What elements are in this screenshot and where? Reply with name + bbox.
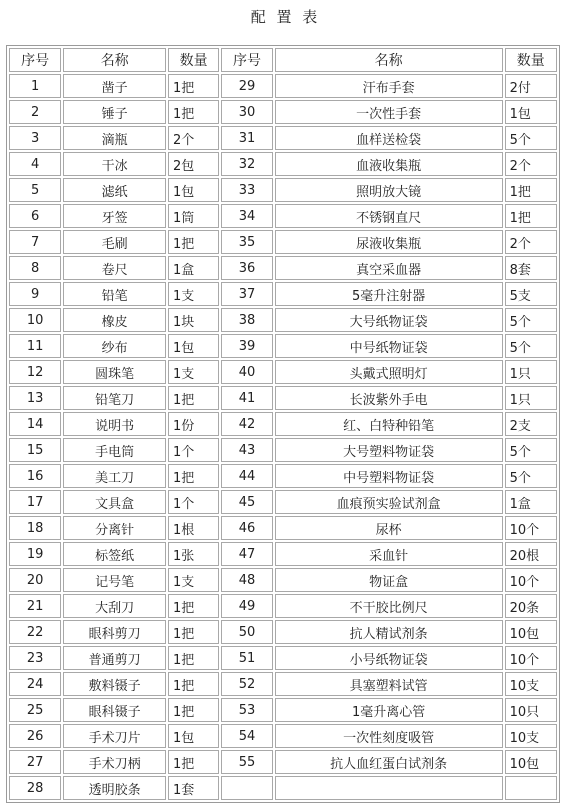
- item-quantity: 1把: [505, 178, 557, 202]
- item-name: 头戴式照明灯: [275, 360, 503, 384]
- item-name: 美工刀: [63, 464, 166, 488]
- table-row: [9, 516, 557, 540]
- item-index: 4: [9, 152, 61, 176]
- item-name: 血痕预实验试剂盒: [275, 490, 503, 514]
- item-index: 8: [9, 256, 61, 280]
- item-quantity: 1把: [168, 672, 219, 696]
- table-row: [9, 282, 557, 306]
- item-name: 标签纸: [63, 542, 166, 566]
- table-row: [9, 672, 557, 696]
- table-row: [9, 568, 557, 592]
- table-row: [9, 230, 557, 254]
- item-name: 长波紫外手电: [275, 386, 503, 410]
- table-row: [9, 594, 557, 618]
- item-name: 滴瓶: [63, 126, 166, 150]
- item-index: 37: [221, 282, 272, 306]
- item-quantity: 1把: [168, 464, 219, 488]
- item-name: 说明书: [63, 412, 166, 436]
- item-quantity: 1盒: [168, 256, 219, 280]
- item-name: 照明放大镜: [275, 178, 503, 202]
- item-name: 不干胶比例尺: [275, 594, 503, 618]
- item-name: 小号纸物证袋: [275, 646, 503, 670]
- table-row: [9, 646, 557, 670]
- item-name: 滤纸: [63, 178, 166, 202]
- item-name: 物证盒: [275, 568, 503, 592]
- item-quantity: 1包: [168, 724, 219, 748]
- item-name: 一次性手套: [275, 100, 503, 124]
- item-index: 41: [221, 386, 272, 410]
- item-quantity: 8套: [505, 256, 557, 280]
- item-index: 38: [221, 308, 272, 332]
- item-name: 干冰: [63, 152, 166, 176]
- item-quantity: 1把: [168, 100, 219, 124]
- item-index: 16: [9, 464, 61, 488]
- empty-cell: [221, 776, 272, 800]
- item-name: 手电筒: [63, 438, 166, 462]
- item-index: 35: [221, 230, 272, 254]
- item-name: 凿子: [63, 74, 166, 98]
- header-name: 名称: [63, 48, 166, 72]
- item-name: 大号塑料物证袋: [275, 438, 503, 462]
- item-index: 34: [221, 204, 272, 228]
- item-quantity: 1把: [168, 750, 219, 774]
- item-name: 文具盒: [63, 490, 166, 514]
- item-name: 尿杯: [275, 516, 503, 540]
- item-index: 25: [9, 698, 61, 722]
- item-quantity: 1把: [168, 386, 219, 410]
- item-name: 1毫升离心管: [275, 698, 503, 722]
- item-index: 36: [221, 256, 272, 280]
- item-name: 一次性刻度吸管: [275, 724, 503, 748]
- item-name: 透明胶条: [63, 776, 166, 800]
- item-quantity: 2付: [505, 74, 557, 98]
- table-row: [9, 178, 557, 202]
- item-name: 不锈钢直尺: [275, 204, 503, 228]
- item-quantity: 10包: [505, 620, 557, 644]
- item-name: 卷尺: [63, 256, 166, 280]
- item-index: 11: [9, 334, 61, 358]
- item-quantity: 1包: [168, 334, 219, 358]
- item-quantity: 1筒: [168, 204, 219, 228]
- item-index: 42: [221, 412, 272, 436]
- item-name: 抗人血红蛋白试剂条: [275, 750, 503, 774]
- item-name: 汗布手套: [275, 74, 503, 98]
- item-name: 锤子: [63, 100, 166, 124]
- item-quantity: 1把: [168, 698, 219, 722]
- item-quantity: 2个: [505, 230, 557, 254]
- item-quantity: 2个: [168, 126, 219, 150]
- table-row: [9, 776, 557, 800]
- item-index: 20: [9, 568, 61, 592]
- table-row: [9, 438, 557, 462]
- item-quantity: 1把: [505, 204, 557, 228]
- item-quantity: 1只: [505, 386, 557, 410]
- item-name: 手术刀片: [63, 724, 166, 748]
- item-index: 53: [221, 698, 272, 722]
- item-name: 普通剪刀: [63, 646, 166, 670]
- item-quantity: 10包: [505, 750, 557, 774]
- table-row: [9, 256, 557, 280]
- item-index: 51: [221, 646, 272, 670]
- table-body: [9, 74, 557, 800]
- item-name: 血样送检袋: [275, 126, 503, 150]
- item-index: 29: [221, 74, 272, 98]
- item-quantity: 5个: [505, 126, 557, 150]
- table-row: [9, 334, 557, 358]
- item-index: 44: [221, 464, 272, 488]
- item-name: 铅笔: [63, 282, 166, 306]
- item-index: 45: [221, 490, 272, 514]
- item-index: 15: [9, 438, 61, 462]
- item-index: 32: [221, 152, 272, 176]
- item-name: 大号纸物证袋: [275, 308, 503, 332]
- item-name: 眼科镊子: [63, 698, 166, 722]
- item-index: 27: [9, 750, 61, 774]
- item-index: 7: [9, 230, 61, 254]
- item-quantity: 2个: [505, 152, 557, 176]
- table-row: [9, 490, 557, 514]
- item-name: 中号塑料物证袋: [275, 464, 503, 488]
- item-index: 13: [9, 386, 61, 410]
- item-quantity: 1包: [168, 178, 219, 202]
- item-quantity: 5个: [505, 464, 557, 488]
- item-index: 24: [9, 672, 61, 696]
- item-quantity: 1套: [168, 776, 219, 800]
- item-index: 33: [221, 178, 272, 202]
- item-quantity: 2支: [505, 412, 557, 436]
- item-name: 红、白特种铅笔: [275, 412, 503, 436]
- table-row: [9, 724, 557, 748]
- item-index: 9: [9, 282, 61, 306]
- table-row: [9, 464, 557, 488]
- table-row: [9, 698, 557, 722]
- table-row: [9, 620, 557, 644]
- item-index: 39: [221, 334, 272, 358]
- table-row: [9, 152, 557, 176]
- table-row: [9, 126, 557, 150]
- item-quantity: 1盒: [505, 490, 557, 514]
- item-index: 23: [9, 646, 61, 670]
- item-quantity: 5个: [505, 438, 557, 462]
- item-name: 眼科剪刀: [63, 620, 166, 644]
- item-quantity: 1支: [168, 282, 219, 306]
- item-name: 尿液收集瓶: [275, 230, 503, 254]
- item-index: 5: [9, 178, 61, 202]
- config-table: [6, 45, 560, 803]
- item-name: 橡皮: [63, 308, 166, 332]
- item-quantity: 10个: [505, 646, 557, 670]
- item-quantity: 1包: [505, 100, 557, 124]
- item-index: 52: [221, 672, 272, 696]
- item-quantity: 1张: [168, 542, 219, 566]
- item-quantity: 1把: [168, 646, 219, 670]
- header-quantity: 数量: [505, 48, 557, 72]
- item-quantity: 10个: [505, 568, 557, 592]
- empty-cell: [275, 776, 503, 800]
- item-name: 具塞塑料试管: [275, 672, 503, 696]
- item-index: 28: [9, 776, 61, 800]
- item-index: 43: [221, 438, 272, 462]
- item-name: 血液收集瓶: [275, 152, 503, 176]
- item-quantity: 1只: [505, 360, 557, 384]
- item-name: 5毫升注射器: [275, 282, 503, 306]
- item-quantity: 1把: [168, 230, 219, 254]
- item-index: 47: [221, 542, 272, 566]
- item-index: 48: [221, 568, 272, 592]
- item-index: 26: [9, 724, 61, 748]
- empty-cell: [505, 776, 557, 800]
- item-quantity: 20根: [505, 542, 557, 566]
- header-index: 序号: [9, 48, 61, 72]
- item-quantity: 1支: [168, 568, 219, 592]
- table-row: [9, 386, 557, 410]
- item-name: 大刮刀: [63, 594, 166, 618]
- item-name: 手术刀柄: [63, 750, 166, 774]
- item-name: 分离针: [63, 516, 166, 540]
- item-index: 54: [221, 724, 272, 748]
- item-quantity: 1个: [168, 438, 219, 462]
- item-quantity: 20条: [505, 594, 557, 618]
- item-index: 31: [221, 126, 272, 150]
- item-index: 6: [9, 204, 61, 228]
- header-name: 名称: [275, 48, 503, 72]
- item-index: 14: [9, 412, 61, 436]
- item-index: 18: [9, 516, 61, 540]
- item-index: 30: [221, 100, 272, 124]
- item-index: 17: [9, 490, 61, 514]
- item-name: 中号纸物证袋: [275, 334, 503, 358]
- item-quantity: 2包: [168, 152, 219, 176]
- item-index: 22: [9, 620, 61, 644]
- item-name: 记号笔: [63, 568, 166, 592]
- item-quantity: 5个: [505, 334, 557, 358]
- item-quantity: 1份: [168, 412, 219, 436]
- item-index: 50: [221, 620, 272, 644]
- item-index: 1: [9, 74, 61, 98]
- item-quantity: 1个: [168, 490, 219, 514]
- table-row: [9, 74, 557, 98]
- table-row: [9, 100, 557, 124]
- item-quantity: 1把: [168, 620, 219, 644]
- item-index: 3: [9, 126, 61, 150]
- item-name: 毛刷: [63, 230, 166, 254]
- item-quantity: 10只: [505, 698, 557, 722]
- item-name: 纱布: [63, 334, 166, 358]
- table-row: [9, 308, 557, 332]
- item-quantity: 5支: [505, 282, 557, 306]
- table-row: [9, 412, 557, 436]
- item-index: 40: [221, 360, 272, 384]
- item-name: 采血针: [275, 542, 503, 566]
- item-index: 49: [221, 594, 272, 618]
- item-index: 10: [9, 308, 61, 332]
- item-index: 2: [9, 100, 61, 124]
- item-quantity: 1根: [168, 516, 219, 540]
- item-quantity: 10支: [505, 724, 557, 748]
- item-quantity: 1支: [168, 360, 219, 384]
- item-quantity: 1把: [168, 74, 219, 98]
- table-row: [9, 204, 557, 228]
- table-row: [9, 360, 557, 384]
- table-header-row: [9, 48, 557, 72]
- header-quantity: 数量: [168, 48, 219, 72]
- item-index: 19: [9, 542, 61, 566]
- item-name: 圆珠笔: [63, 360, 166, 384]
- item-quantity: 10支: [505, 672, 557, 696]
- item-quantity: 5个: [505, 308, 557, 332]
- item-quantity: 1块: [168, 308, 219, 332]
- item-name: 铅笔刀: [63, 386, 166, 410]
- table-row: [9, 542, 557, 566]
- item-name: 真空采血器: [275, 256, 503, 280]
- item-quantity: 10个: [505, 516, 557, 540]
- header-index: 序号: [221, 48, 272, 72]
- item-index: 55: [221, 750, 272, 774]
- table-row: [9, 750, 557, 774]
- item-index: 21: [9, 594, 61, 618]
- item-name: 抗人精试剂条: [275, 620, 503, 644]
- item-index: 46: [221, 516, 272, 540]
- item-name: 敷料镊子: [63, 672, 166, 696]
- item-index: 12: [9, 360, 61, 384]
- page-title: 配 置 表: [250, 8, 321, 26]
- item-quantity: 1把: [168, 594, 219, 618]
- item-name: 牙签: [63, 204, 166, 228]
